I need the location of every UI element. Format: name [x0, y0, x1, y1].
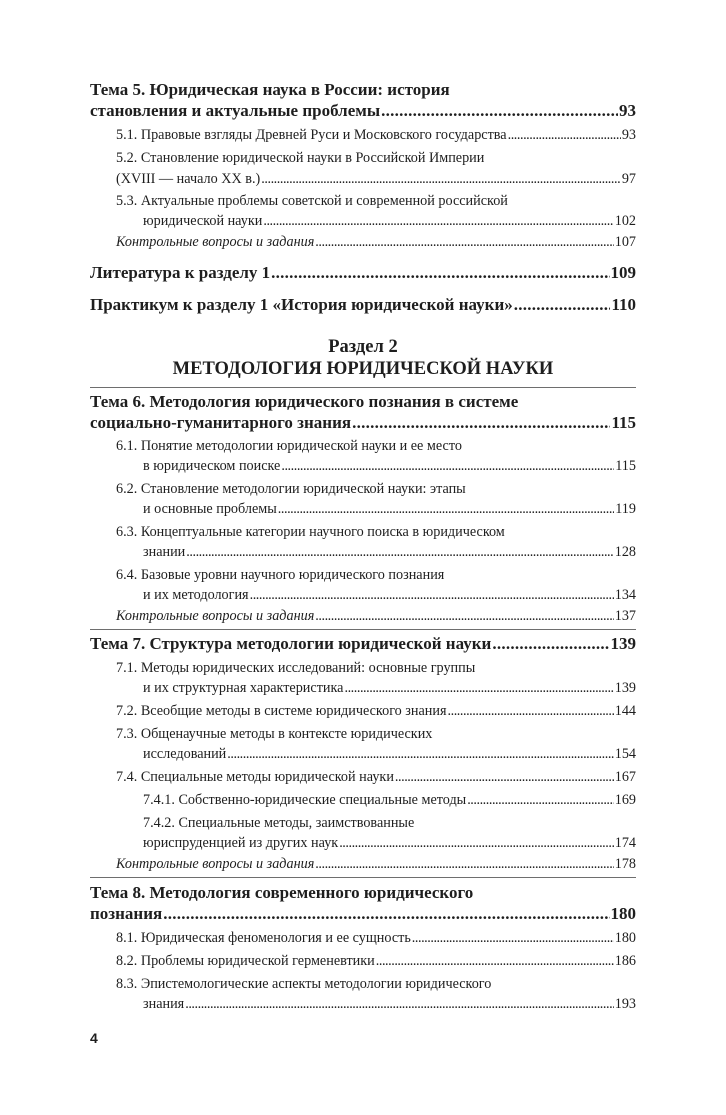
toc-questions-topic-5[interactable]: Контрольные вопросы и задания . . . 107 — [116, 234, 636, 251]
section-2-title: МЕТОДОЛОГИЯ ЮРИДИЧЕСКОЙ НАУКИ — [172, 359, 554, 379]
toc-item-8-1[interactable]: 8.1. Юридическая феноменология и ее сущность . . . 180 — [116, 930, 636, 947]
toc-questions-topic-7[interactable]: Контрольные вопросы и задания . . . 178 — [116, 856, 636, 873]
leader-dots — [250, 587, 614, 604]
page-number: 178 — [614, 856, 636, 872]
leader-dots — [263, 213, 613, 230]
toc-item-8-3-line2[interactable]: знания . . . 193 — [143, 996, 636, 1013]
leader-dots — [467, 792, 614, 809]
page-number: 180 — [610, 904, 636, 923]
page-number: 115 — [611, 413, 636, 432]
leader-dots — [376, 953, 614, 970]
leader-dots — [281, 458, 614, 475]
toc-item-8-3-line1[interactable]: 8.3. Эпистемологические аспекты методологии юридического — [116, 976, 492, 992]
divider — [90, 877, 636, 878]
leader-dots — [344, 680, 613, 697]
leader-dots — [508, 127, 621, 144]
page-number: 115 — [615, 458, 636, 474]
page-number: 154 — [614, 746, 636, 762]
toc-item-8-2[interactable]: 8.2. Проблемы юридической герменевтики . . . 186 — [116, 953, 636, 970]
topic-5-heading-line2[interactable]: становления и актуальные проблемы . . . 93 — [90, 101, 636, 121]
page-number: 180 — [614, 930, 636, 946]
page-number: 134 — [614, 587, 636, 603]
toc-item-7-3-line2[interactable]: исследований . . . 154 — [143, 746, 636, 763]
toc-item-6-1-line1[interactable]: 6.1. Понятие методологии юридической науки и ее место — [116, 438, 462, 454]
leader-dots — [271, 263, 609, 283]
section-2-label: Раздел 2 — [328, 337, 398, 357]
page-number: 167 — [614, 769, 636, 785]
leader-dots — [315, 856, 613, 873]
leader-dots — [381, 101, 618, 121]
leader-dots — [278, 501, 614, 518]
toc-item-6-2-line1[interactable]: 6.2. Становление методологии юридической науки: этапы — [116, 481, 466, 497]
toc-item-5-3-line2[interactable]: юридической науки . . . 102 — [143, 213, 636, 230]
toc-item-5-3-line1[interactable]: 5.3. Актуальные проблемы советской и современной российской — [116, 193, 508, 209]
page-number: 144 — [614, 703, 636, 719]
page-folio: 4 — [90, 1030, 98, 1046]
leader-dots — [448, 703, 614, 720]
page-number: 119 — [615, 501, 636, 517]
leader-dots — [261, 171, 621, 188]
page-number: 137 — [614, 608, 636, 624]
topic-6-heading-line2[interactable]: социально-гуманитарного знания . . . 115 — [90, 413, 636, 433]
leader-dots — [412, 930, 614, 947]
leader-dots — [395, 769, 614, 786]
page-number: 169 — [614, 792, 636, 808]
page-number: 193 — [614, 996, 636, 1012]
toc-questions-topic-6[interactable]: Контрольные вопросы и задания . . . 137 — [116, 608, 636, 625]
toc-practicum-section-1[interactable]: Практикум к разделу 1 «История юридической науки» . . . 110 — [90, 295, 636, 315]
toc-item-7-4-1[interactable]: 7.4.1. Собственно-юридические специальные методы . . . 169 — [143, 792, 636, 809]
page-number: 139 — [610, 634, 636, 653]
topic-6-heading-line1[interactable]: Тема 6. Методология юридического познания в системе — [90, 392, 519, 411]
toc-item-6-1-line2[interactable]: в юридическом поиске . . . 115 — [143, 458, 636, 475]
page-number: 102 — [614, 213, 636, 229]
leader-dots — [315, 608, 613, 625]
toc-item-7-1-line2[interactable]: и их структурная характеристика . . . 139 — [143, 680, 636, 697]
toc-item-7-3-line1[interactable]: 7.3. Общенаучные методы в контексте юридических — [116, 726, 433, 742]
page-number: 110 — [611, 295, 636, 314]
topic-7-heading[interactable]: Тема 7. Структура методологии юридической науки . . . 139 — [90, 634, 636, 654]
toc-item-6-4-line2[interactable]: и их методология . . . 134 — [143, 587, 636, 604]
leader-dots — [185, 996, 614, 1013]
leader-dots — [514, 295, 611, 315]
leader-dots — [186, 544, 613, 561]
toc-item-7-4-2-line1[interactable]: 7.4.2. Специальные методы, заимствованные — [143, 815, 415, 831]
leader-dots — [492, 634, 609, 654]
topic-5-heading-line1[interactable]: Тема 5. Юридическая наука в России: история — [90, 80, 450, 99]
page-number: 107 — [614, 234, 636, 250]
leader-dots — [227, 746, 613, 763]
leader-dots — [339, 835, 614, 852]
page-number: 186 — [614, 953, 636, 969]
page-number: 93 — [621, 127, 636, 143]
leader-dots — [163, 904, 609, 924]
toc-page — [90, 0, 636, 1115]
page-number: 109 — [610, 263, 636, 282]
toc-item-7-2[interactable]: 7.2. Всеобщие методы в системе юридического знания . . . 144 — [116, 703, 636, 720]
toc-item-6-3-line2[interactable]: знании . . . 128 — [143, 544, 636, 561]
page-number: 174 — [614, 835, 636, 851]
toc-literature-section-1[interactable]: Литература к разделу 1 . . . 109 — [90, 263, 636, 283]
page-number: 93 — [619, 101, 636, 120]
page-number: 97 — [621, 171, 636, 187]
topic-8-heading-line1[interactable]: Тема 8. Методология современного юридического — [90, 883, 474, 902]
divider — [90, 387, 636, 388]
toc-item-6-3-line1[interactable]: 6.3. Концептуальные категории научного поиска в юридическом — [116, 524, 505, 540]
toc-item-7-4-2-line2[interactable]: юриспруденцией из других наук . . . 174 — [143, 835, 636, 852]
toc-item-7-1-line1[interactable]: 7.1. Методы юридических исследований: основные группы — [116, 660, 476, 676]
topic-8-heading-line2[interactable]: познания . . . 180 — [90, 904, 636, 924]
toc-item-6-2-line2[interactable]: и основные проблемы . . . 119 — [143, 501, 636, 518]
page-number: 139 — [614, 680, 636, 696]
divider — [90, 629, 636, 630]
toc-item-5-2-line1[interactable]: 5.2. Становление юридической науки в Российской Империи — [116, 150, 485, 166]
leader-dots — [352, 413, 610, 433]
page-number: 128 — [614, 544, 636, 560]
leader-dots — [315, 234, 613, 251]
toc-item-5-2-line2[interactable]: (XVIII — начало XX в.) . . . 97 — [116, 171, 636, 188]
toc-item-5-1[interactable]: 5.1. Правовые взгляды Древней Руси и Московского государства . . . 93 — [116, 127, 636, 144]
toc-item-6-4-line1[interactable]: 6.4. Базовые уровни научного юридического познания — [116, 567, 445, 583]
toc-item-7-4[interactable]: 7.4. Специальные методы юридической науки . . . 167 — [116, 769, 636, 786]
